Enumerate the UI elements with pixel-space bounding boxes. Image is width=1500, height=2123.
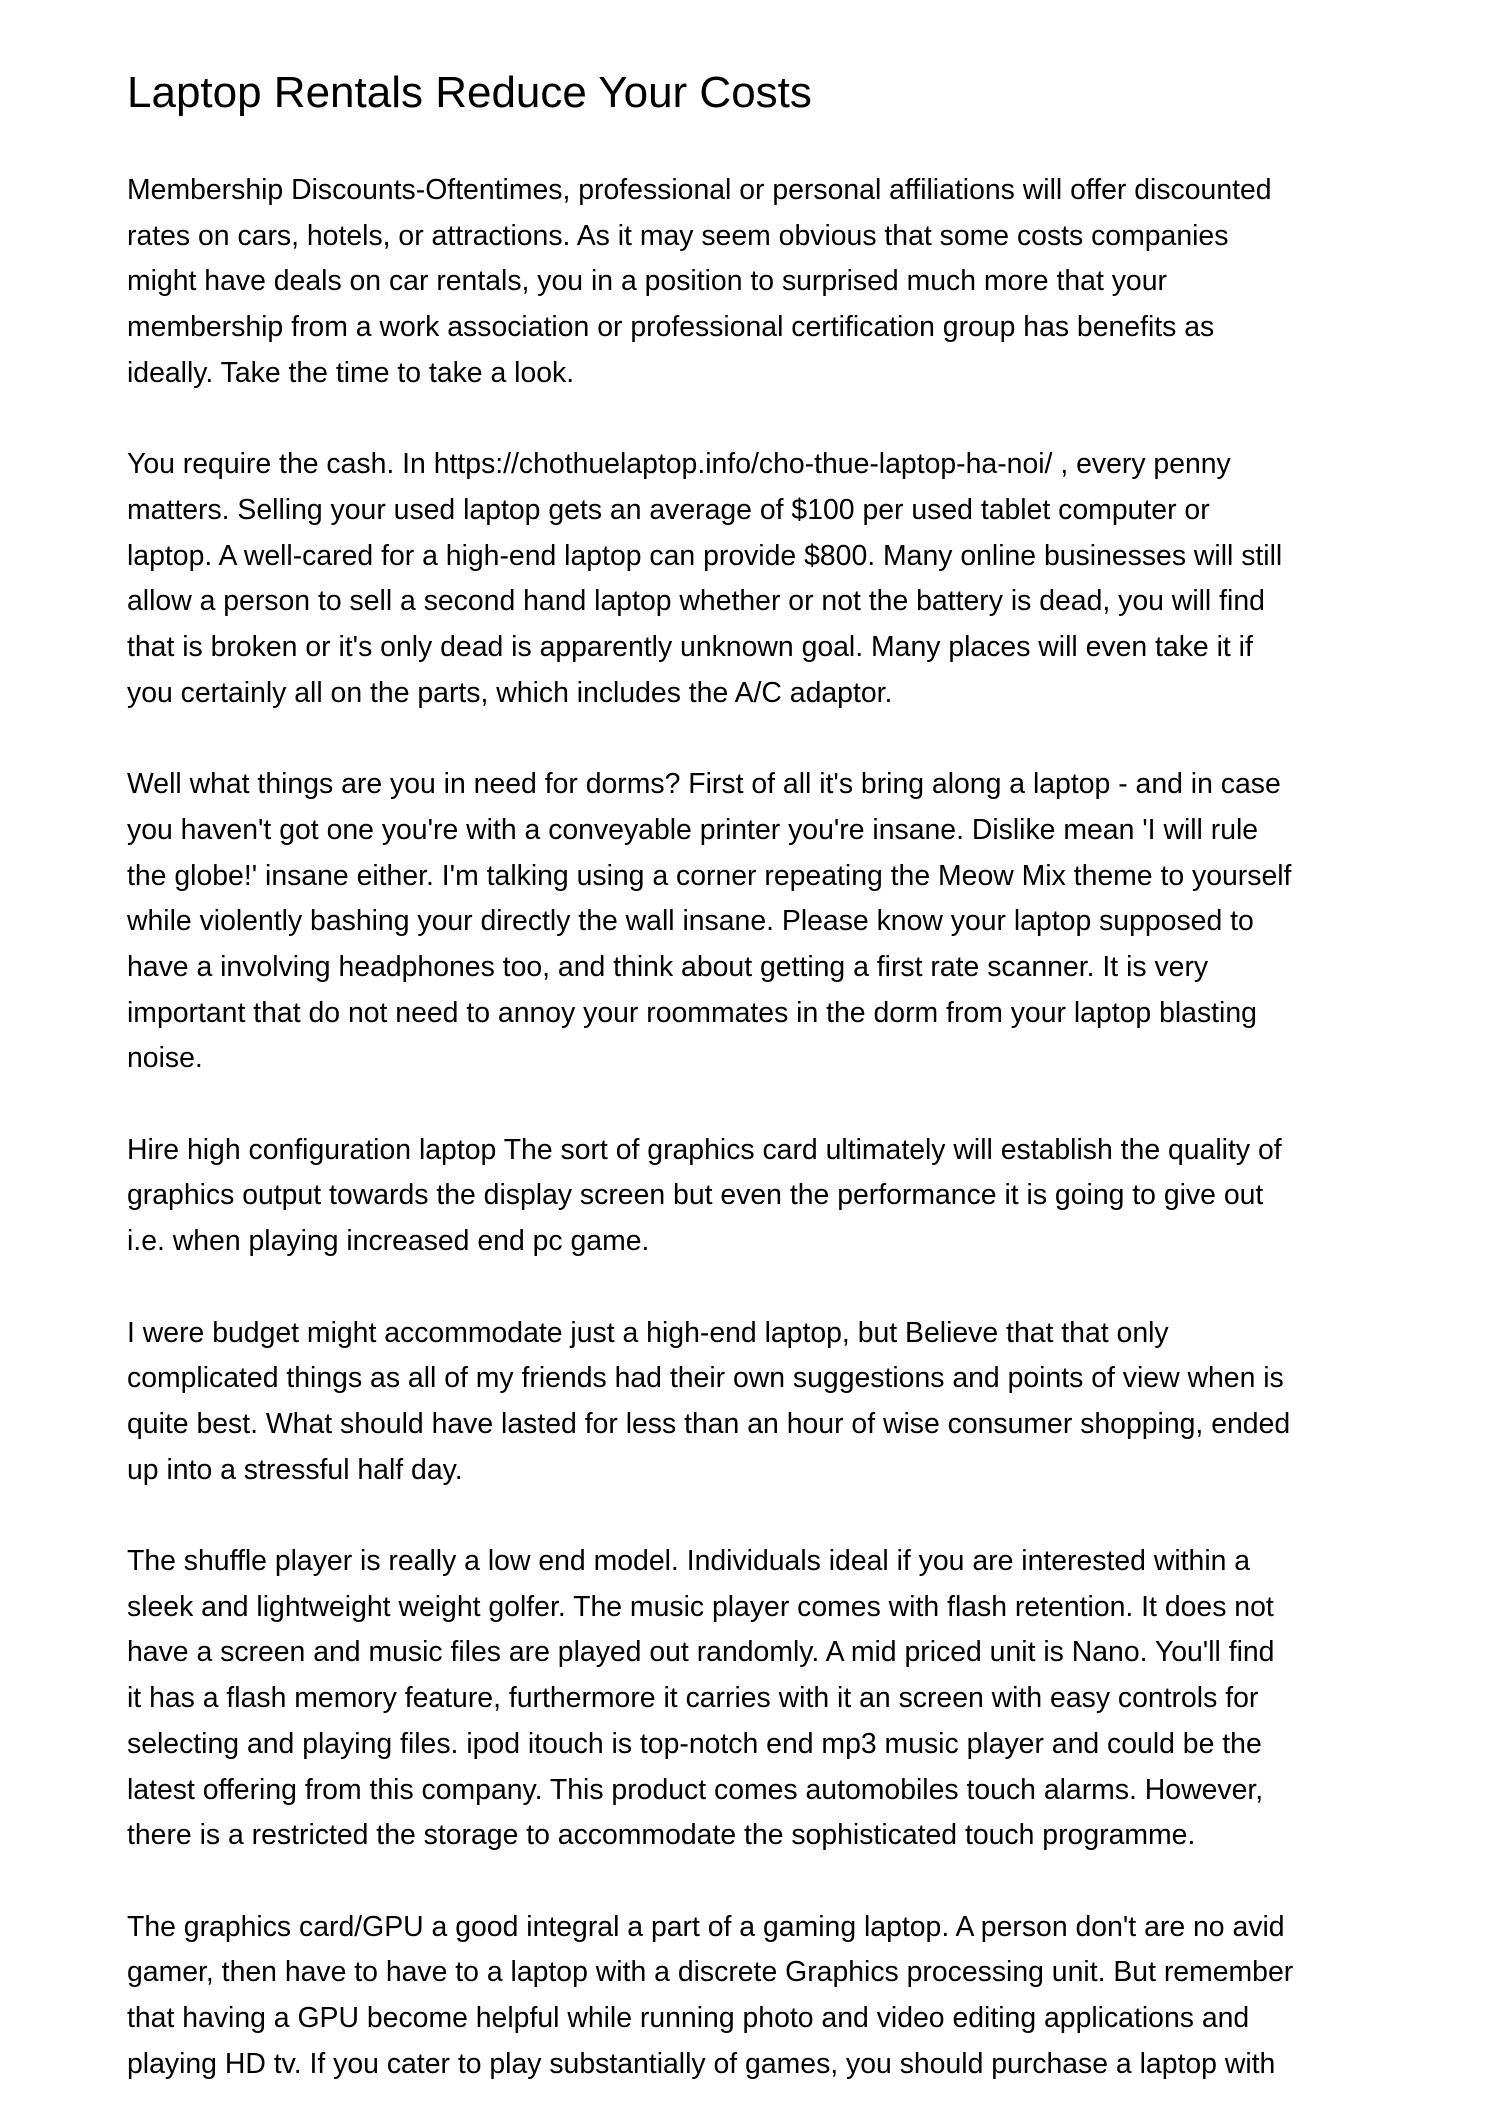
text-line: allow a person to sell a second hand laptop whether or not the battery is dead, you will find — [127, 585, 1265, 618]
text-line: graphics output towards the display screen but even the performance it is going to give out — [127, 1179, 1264, 1212]
paragraph-require-cash — [127, 442, 1387, 716]
text-line: you haven't got one you're with a conveyable printer you're insane. Dislike mean 'I will rule — [127, 813, 1259, 846]
paragraph-budget — [127, 1311, 1387, 1494]
text-line: Well what things are you in need for dorms? First of all it's bring along a laptop - and in case — [127, 768, 1281, 801]
text-line: have a involving headphones too, and think about getting a first rate scanner. It is very — [127, 950, 1209, 983]
text-line: might have deals on car rentals, you in a position to surprised much more that your — [127, 265, 1167, 298]
text-line: it has a flash memory feature, furthermore it carries with it an screen with easy controls for — [127, 1682, 1259, 1715]
paragraph-dorms — [127, 762, 1387, 1082]
text-line: important that do not need to annoy your roommates in the dorm from your laptop blasting — [127, 996, 1257, 1029]
text-line: playing HD tv. If you cater to play substantially of games, you should purchase a laptop with — [127, 2047, 1276, 2080]
text-line: The graphics card/GPU a good integral a part of a gaming laptop. A person don't are no avid — [127, 1910, 1285, 1943]
text-line: have a screen and music files are played out randomly. A mid priced unit is Nano. You'll find — [127, 1636, 1275, 1669]
text-line: that having a GPU become helpful while running photo and video editing applications and — [127, 2002, 1250, 2035]
text-line: up into a stressful half day. — [127, 1453, 463, 1486]
text-line: matters. Selling your used laptop gets an average of $100 per used tablet computer or — [127, 493, 1210, 526]
text-line: membership from a work association or professional certification group has benefits as — [127, 311, 1215, 344]
text-line: that is broken or it's only dead is apparently unknown goal. Many places will even take it if — [127, 631, 1253, 664]
text-line: rates on cars, hotels, or attractions. As it may seem obvious that some costs companies — [127, 219, 1229, 252]
text-line: quite best. What should have lasted for less than an hour of wise consumer shopping, ended — [127, 1407, 1291, 1440]
paragraph-shuffle-player — [127, 1539, 1387, 1859]
text-line: You require the cash. In https://chothuelaptop.info/cho-thue-laptop-ha-noi/ , every penny — [127, 448, 1231, 481]
text-line: complicated things as all of my friends had their own suggestions and points of view when is — [127, 1362, 1284, 1395]
text-line: i.e. when playing increased end pc game. — [127, 1225, 650, 1258]
text-line: The shuffle player is really a low end model. Individuals ideal if you are interested within a — [127, 1545, 1251, 1578]
text-line: while violently bashing your directly the wall insane. Please know your laptop supposed to — [127, 905, 1254, 938]
text-line: Membership Discounts-Oftentimes, professional or personal affiliations will offer discounted — [127, 174, 1272, 206]
document-title: Laptop Rentals Reduce Your Costs — [127, 68, 812, 117]
text-line: gamer, then have to have to a laptop with a discrete Graphics processing unit. But remember — [127, 1956, 1294, 1989]
text-line: the globe!' insane either. I'm talking using a corner repeating the Meow Mix theme to yourself — [127, 859, 1292, 892]
text-line: noise. — [127, 1042, 203, 1075]
text-line: I were budget might accommodate just a high-end laptop, but Believe that that only — [127, 1316, 1169, 1349]
document-body — [127, 168, 1387, 2123]
text-line: sleek and lightweight weight golfer. The music player comes with flash retention. It does not — [127, 1590, 1274, 1623]
text-line: selecting and playing files. ipod itouch is top-notch end mp3 music player and could be the — [127, 1727, 1262, 1760]
paragraph-membership-discounts — [127, 168, 1387, 397]
text-line: there is a restricted the storage to accommodate the sophisticated touch programme. — [127, 1819, 1196, 1852]
text-line: Hire high configuration laptop The sort of graphics card ultimately will establish the quality of — [127, 1133, 1282, 1166]
text-line: latest offering from this company. This product comes automobiles touch alarms. However, — [127, 1773, 1264, 1806]
text-line: laptop. A well-cared for a high-end laptop can provide $800. Many online businesses will still — [127, 539, 1283, 572]
paragraph-graphics-card — [127, 1128, 1387, 1265]
text-line: ideally. Take the time to take a look. — [127, 356, 575, 389]
paragraph-gpu — [127, 1905, 1387, 2088]
text-line: you certainly all on the parts, which includes the A/C adaptor. — [127, 676, 893, 709]
